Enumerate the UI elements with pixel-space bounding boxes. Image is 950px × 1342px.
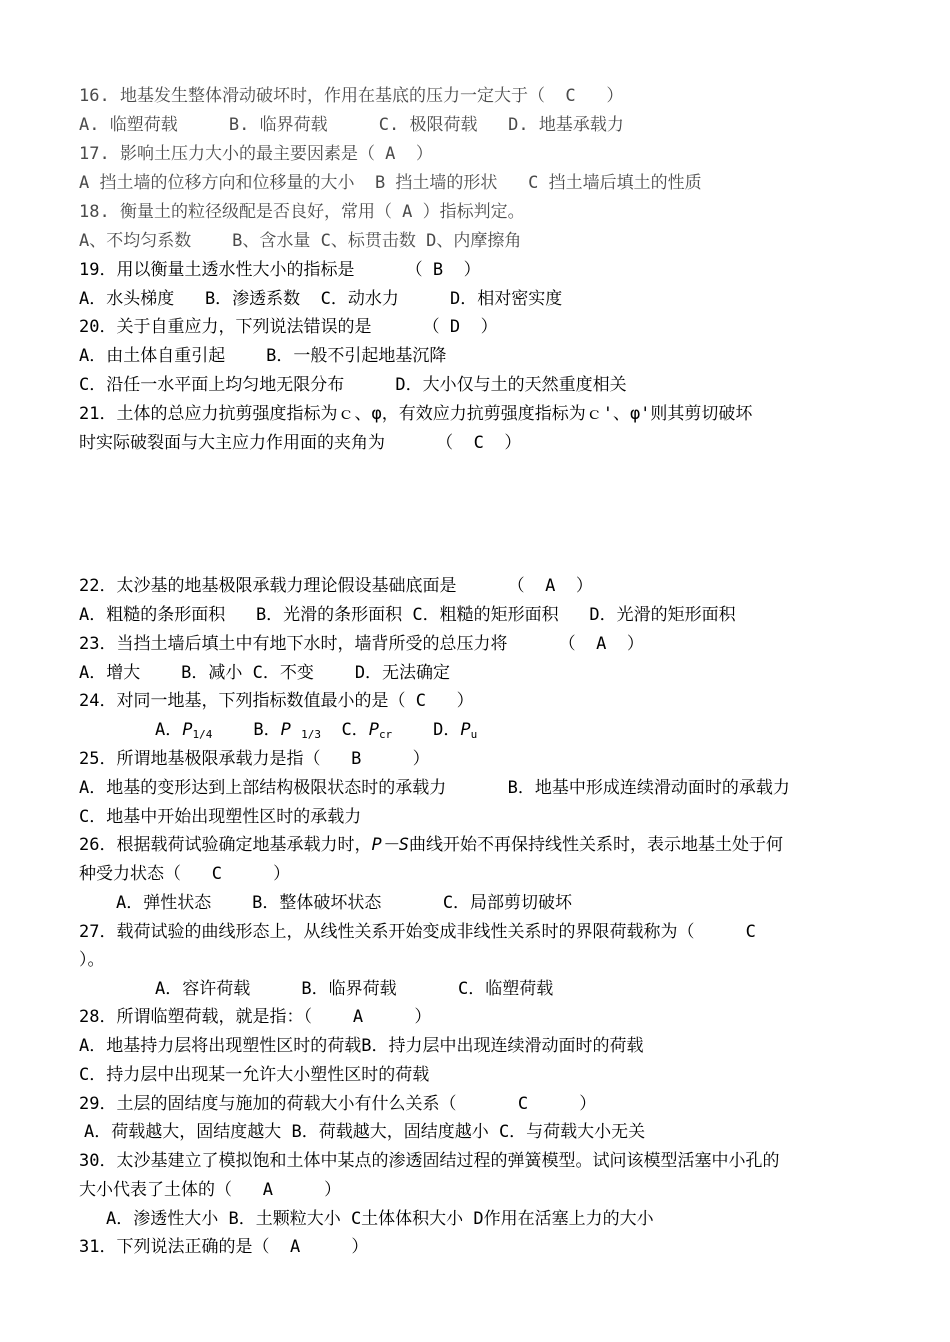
question-22: 22．太沙基的地基极限承载力理论假设基础底面是 （ A ） — [79, 576, 593, 596]
question-20: 20．关于自重应力，下列说法错误的是 （ D ） — [79, 317, 498, 337]
question-30-cont: 大小代表了土体的（ A ） — [79, 1180, 342, 1200]
question-31: 31．下列说法正确的是（ A ） — [79, 1237, 369, 1257]
question-23-options: A．增大 B．减小 C．不变 D．无法确定 — [79, 663, 451, 683]
question-16: 16. 地基发生整体滑动破坏时，作用在基底的压力一定大于（ C ） — [79, 86, 624, 106]
question-28: 28．所谓临塑荷载，就是指：（ A ） — [79, 1007, 432, 1027]
question-26-cont: 种受力状态（ C ） — [79, 864, 291, 884]
question-27-cont: ）。 — [79, 950, 105, 970]
question-25-options-a: A．地基的变形达到上部结构极限状态时的承载力 B．地基中形成连续滑动面时的承载力 — [79, 778, 790, 798]
question-24: 24．对同一地基，下列指标数值最小的是（ C ） — [79, 691, 474, 711]
question-19-options: A．水头梯度 B．渗透系数 C．动水力 D．相对密实度 — [79, 289, 563, 309]
question-25-options-b: C．地基中开始出现塑性区时的承载力 — [79, 807, 362, 827]
question-26: 26．根据载荷试验确定地基承载力时，P－S曲线开始不再保持线性关系时，表示地基土处于何 — [79, 835, 783, 855]
question-23: 23．当挡土墙后填土中有地下水时，墙背所受的总压力将 （ A ） — [79, 634, 644, 654]
question-27-options: A．容许荷载 B．临界荷载 C．临塑荷载 — [155, 979, 554, 999]
question-20-options-b: C．沿任一水平面上均匀地无限分布 D．大小仅与土的天然重度相关 — [79, 375, 627, 395]
question-19: 19．用以衡量土透水性大小的指标是 （ B ） — [79, 260, 481, 280]
question-29: 29．土层的固结度与施加的荷载大小有什么关系（ C ） — [79, 1094, 597, 1114]
question-21-cont: 时实际破裂面与大主应力作用面的夹角为 （ C ） — [79, 433, 522, 453]
question-16-options: A. 临塑荷载 B. 临界荷载 C. 极限荷载 D. 地基承载力 — [79, 115, 624, 135]
question-24-options: A．$P_{1/4}$ B．P $_{1/3}$ C．$P_{cr}$ D．$P_u$ — [155, 720, 478, 741]
question-25: 25．所谓地基极限承载力是指（ B ） — [79, 749, 430, 769]
question-30: 30．太沙基建立了模拟饱和土体中某点的渗透固结过程的弹簧模型。试问该模型活塞中小孔的 — [79, 1151, 780, 1171]
question-26-options: A．弹性状态 B．整体破坏状态 C．局部剪切破坏 — [116, 893, 573, 913]
question-22-options: A．粗糙的条形面积 B．光滑的条形面积 C．粗糙的矩形面积 D．光滑的矩形面积 — [79, 605, 736, 625]
question-28-options-b: C．持力层中出现某一允许大小塑性区时的荷载 — [79, 1065, 430, 1085]
question-17-options: A 挡土墙的位移方向和位移量的大小 B 挡土墙的形状 C 挡土墙后填土的性质 — [79, 173, 702, 193]
question-18-options: A、不均匀系数 B、含水量 C、标贯击数 D、内摩擦角 — [79, 231, 522, 251]
question-29-options: A．荷载越大，固结度越大 B．荷载越大，固结度越小 C．与荷载大小无关 — [84, 1122, 646, 1142]
question-20-options-a: A．由土体自重引起 B．一般不引起地基沉降 — [79, 346, 447, 366]
question-27: 27．载荷试验的曲线形态上，从线性关系开始变成非线性关系时的界限荷载称为（ C — [79, 922, 756, 942]
question-30-options: A．渗透性大小 B．土颗粒大小 C土体体积大小 D作用在活塞上力的大小 — [106, 1209, 654, 1229]
question-28-options-a: A．地基持力层将出现塑性区时的荷载B．持力层中出现连续滑动面时的荷载 — [79, 1036, 644, 1056]
question-17: 17. 影响土压力大小的最主要因素是（ A ） — [79, 144, 433, 164]
question-21: 21．土体的总应力抗剪强度指标为ｃ、φ，有效应力抗剪强度指标为ｃ'、φ'则其剪切破坏 — [79, 404, 753, 424]
question-18: 18. 衡量土的粒径级配是否良好，常用（ A ）指标判定。 — [79, 202, 525, 222]
